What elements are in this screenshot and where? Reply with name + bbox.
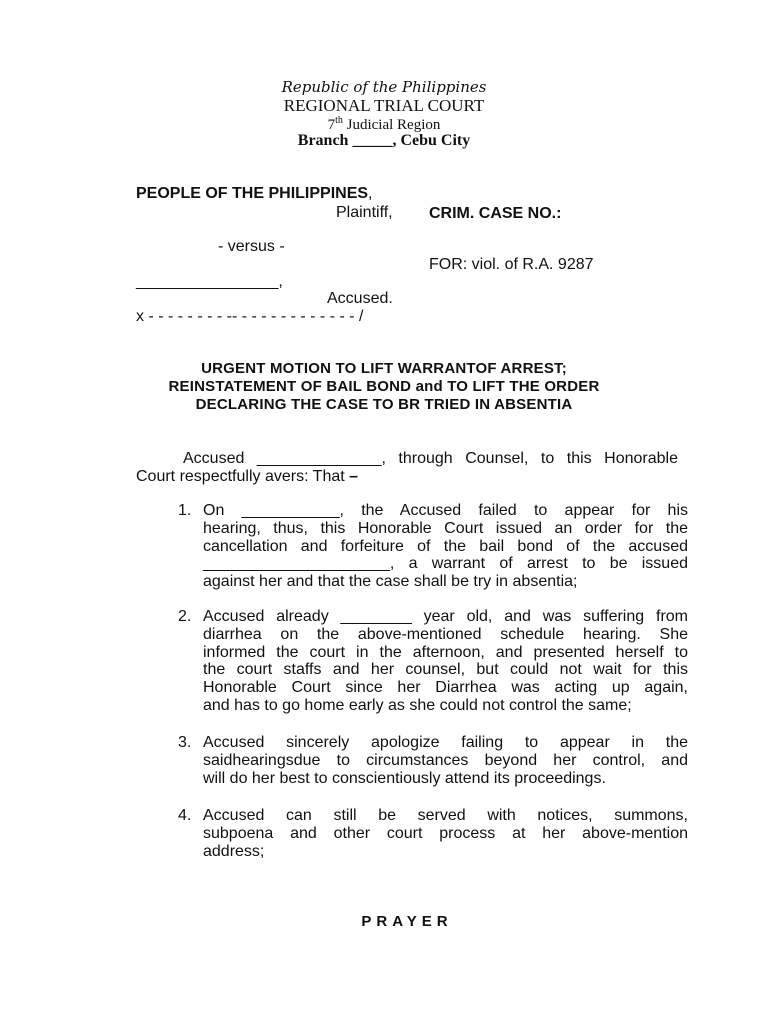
item-line: hearing, thus, this Honorable Court issued an order for the (203, 519, 688, 537)
item-number: 1. (178, 502, 192, 519)
versus-label: - versus - (218, 238, 285, 255)
item-text (203, 608, 688, 715)
plaintiff-role: Plaintiff, (336, 204, 393, 221)
item-text (203, 807, 688, 860)
violation-label: FOR: viol. of R.A. 9287 (429, 256, 594, 273)
item-number: 3. (178, 734, 192, 751)
item-line: Honorable Court since her Diarrhea was acting up again, (203, 679, 688, 697)
item-line: Accused can still be served with notices, summons, (203, 807, 688, 824)
item-number: 4. (178, 807, 192, 824)
motion-title-line-3: DECLARING THE CASE TO BR TRIED IN ABSENTIA (195, 396, 573, 413)
motion-title-line-1: URGENT MOTION TO LIFT WARRANTOF ARREST; (201, 360, 567, 377)
item-line: the court staffs and her counsel, but could not wait for this (203, 661, 688, 679)
prayer-heading: PRAYER (361, 913, 453, 930)
accused-name-blank: ________________, (136, 273, 283, 290)
plaintiff-name-text: PEOPLE OF THE PHILIPPINES (136, 185, 369, 202)
item-line: cancellation and forfeiture of the bail bond of the accused (203, 537, 688, 555)
plaintiff-comma: , (368, 185, 373, 202)
item-number: 2. (178, 608, 192, 625)
court-name: REGIONAL TRIAL COURT (283, 96, 485, 115)
item-line: will do her best to conscientiously attend its proceedings. (203, 769, 606, 787)
item-line: Accused sincerely apologize failing to appear in the (203, 734, 688, 751)
intro-dash: – (349, 468, 359, 485)
accused-role: Accused. (327, 290, 393, 307)
item-line: informed the court in the afternoon, and presented herself to (203, 643, 688, 661)
item-text (203, 734, 688, 787)
item-line: subpoena and other court process at her above-mention (203, 824, 688, 842)
item-line: saidhearingsdue to circumstances beyond her control, and (203, 751, 688, 769)
item-line: diarrhea on the above-mentioned schedule hearing. She (203, 625, 688, 643)
intro-line-1: Accused ______________, through Counsel, to this Honorable (183, 450, 678, 467)
intro-line-2 (136, 468, 358, 486)
item-line: On ___________, the Accused failed to appear for his (203, 502, 688, 519)
item-line: Accused already ________ year old, and was suffering from (203, 608, 688, 625)
item-line: and has to go home early as she could not control the same; (203, 696, 632, 714)
case-number-label: CRIM. CASE NO.: (429, 205, 562, 222)
region-text: Judicial Region (342, 117, 441, 133)
intro-line-2-text: Court respectfully avers: That (136, 468, 350, 485)
item-line: against her and that the case shall be try in absentia; (203, 573, 578, 591)
item-line: address; (203, 842, 265, 860)
caption-separator: x - - - - - - - - -- - - - - - - - - - - - - / (136, 308, 364, 325)
branch-line: Branch _____, Cebu City (297, 132, 471, 149)
republic-heading: Republic of the Philippines (281, 78, 487, 96)
region-ordinal: th (335, 115, 343, 126)
region-number: 7 (327, 117, 336, 133)
item-text (203, 502, 688, 591)
plaintiff-name (136, 185, 373, 203)
motion-title-line-2: REINSTATEMENT OF BAIL BOND and TO LIFT THE ORDER (168, 378, 600, 395)
item-line: _____________________, a warrant of arrest to be issued (203, 555, 688, 573)
